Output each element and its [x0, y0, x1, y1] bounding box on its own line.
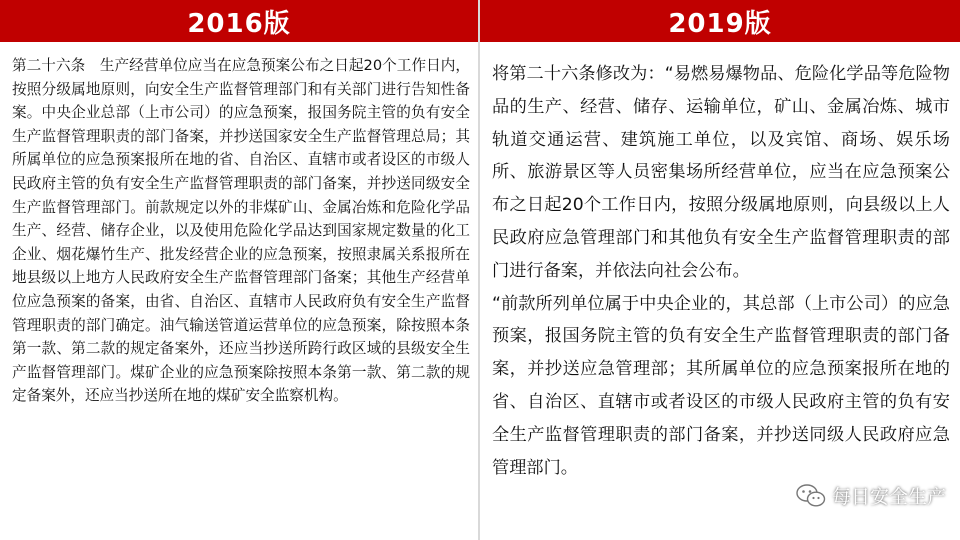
article-26-2019-para2: “前款所列单位属于中央企业的，其总部（上市公司）的应急预案，报国务院主管的负有安全生产监督管理职责的部门备案，并抄送应急管理部；其所属单位的应急预案报所在地的省、自治区、直辖市或者设区的市级人民政府主管的负有安全生产监督管理职责的部门备案，并抄送同级人民政府应急管理部门。 — [492, 293, 950, 478]
column-2019 — [480, 0, 960, 540]
article-26-2016: 第二十六条 生产经营单位应当在应急预案公布之日起20个工作日内，按照分级属地原则，向安全生产监督管理部门和有关部门进行告知性备案。中央企业总部（上市公司）的应急预案，报国务院主管的负有安全生产监督管理职责的部门备案，并抄送国家安全生产监督管理总局；其所属单位的应急预案报所在地的省、自治区、直辖市或者设区的市级人民政府主管的负有安全生产监督管理职责的部门备案，并抄送同级安全生产监督管理部门。前款规定以外的非煤矿山、金属冶炼和危险化学品生产、经营、储存企业，以及使用危险化学品达到国家规定数量的化工企业、烟花爆竹生产、批发经营企业的应急预案，按照隶属关系报所在地县级以上地方人民政府安全生产监督管理部门备案；其他生产经营单位应急预案的备案，由省、自治区、直辖市人民政府负有安全生产监督管理职责的部门确定。油气输送管道运营单位的应急预案，除按照本条第一款、第二款的规定备案外，还应当抄送所跨行政区域的县级安全生产监督管理部门。煤矿企业的应急预案除按照本条第一款、第二款的规定备案外，还应当抄送所在地的煤矿安全监察机构。 — [12, 57, 470, 405]
article-26-2019-para1: 将第二十六条修改为：“易燃易爆物品、危险化学品等危险物品的生产、经营、储存、运输单位，矿山、金属冶炼、城市轨道交通运营、建筑施工单位，以及宾馆、商场、娱乐场所、旅游景区等人员密集场所经营单位，应当在应急预案公布之日起20个工作日内，按照分级属地原则，向县级以上人民政府应急管理部门和其他负有安全生产监督管理职责的部门进行备案，并依法向社会公布。 — [492, 64, 950, 281]
watermark — [796, 482, 946, 509]
header-2019: 2019版 — [480, 0, 960, 42]
header-2016: 2016版 — [0, 0, 478, 42]
wechat-icon — [796, 483, 826, 509]
watermark-text: 每日安全生产 — [831, 486, 946, 508]
text-2016 — [0, 42, 478, 408]
text-2019 — [480, 42, 960, 484]
